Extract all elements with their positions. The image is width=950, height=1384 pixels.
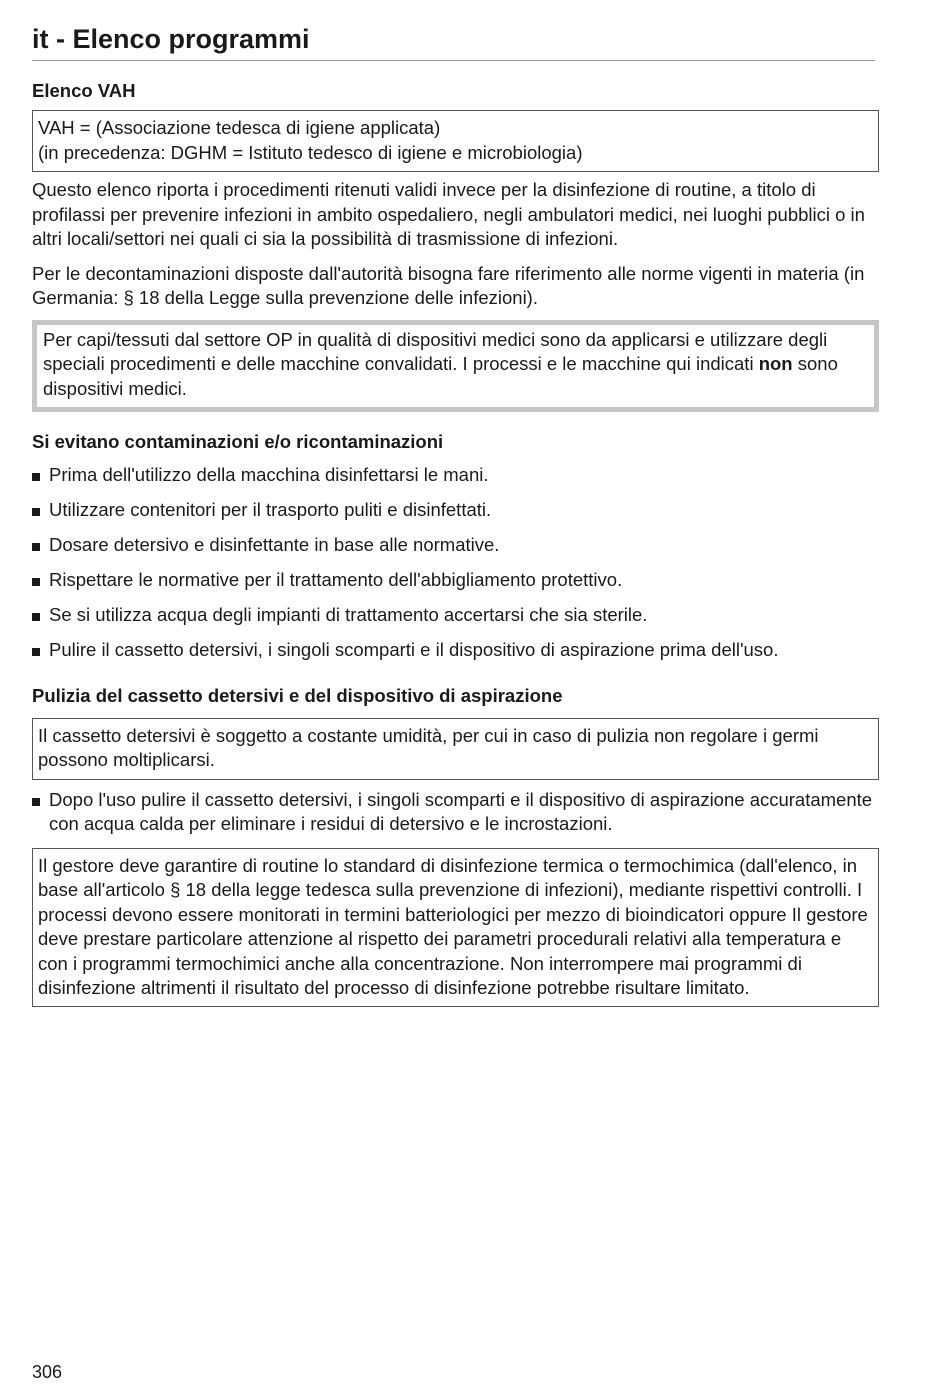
- humidity-warning-box: Il cassetto detersivi è soggetto a costante umidità, per cui in caso di pulizia non regolare i germi possono moltiplicarsi.: [32, 718, 879, 780]
- bullet-square-icon: [32, 508, 40, 516]
- bullet-square-icon: [32, 578, 40, 586]
- bullet-square-icon: [32, 798, 40, 806]
- note-bold-text: non: [758, 353, 793, 374]
- section-heading-contamination: Si evitano contaminazioni e/o ricontaminazioni: [32, 431, 444, 452]
- section-heading-vah: Elenco VAH: [32, 80, 136, 101]
- list-item: Se si utilizza acqua degli impianti di trattamento accertarsi che sia sterile.: [32, 603, 878, 628]
- note-text: sono dispositivi medici.: [43, 353, 838, 399]
- page-number: 306: [32, 1362, 63, 1382]
- list-item: Rispettare le normative per il trattamento dell'abbigliamento protettivo.: [32, 568, 878, 593]
- bullet-square-icon: [32, 473, 40, 481]
- cleaning-list: [32, 788, 878, 837]
- vah-definition-line: VAH = (Associazione tedesca di igiene applicata): [38, 117, 441, 138]
- decontamination-paragraph: Per le decontaminazioni disposte dall'autorità bisogna fare riferimento alle norme vigenti in materia (in Germania: § 18 della Legge sulla prevenzione delle infezioni).: [32, 262, 865, 308]
- list-item: Pulire il cassetto detersivi, i singoli scomparti e il dispositivo di aspirazione prima dell'uso.: [32, 638, 878, 663]
- list-item: Prima dell'utilizzo della macchina disinfettarsi le mani.: [32, 463, 878, 488]
- vah-definition-box: [32, 110, 879, 172]
- vah-paragraph: Questo elenco riporta i procedimenti ritenuti validi invece per la disinfezione di routine, a titolo di profilassi per prevenire infezioni in ambito ospedaliero, negli ambulatori medici, nei luoghi pubblici o in altri locali/settori nei quali ci sia la possibilità di trasmissione di infezioni.: [32, 179, 865, 249]
- vah-definition-line: (in precedenza: DGHM = Istituto tedesco di igiene e microbiologia): [38, 141, 583, 163]
- list-item: Dopo l'uso pulire il cassetto detersivi, i singoli scomparti e il dispositivo di aspirazione accuratamente con acqua calda per eliminare i residui di detersivo e le incrostazioni.: [32, 788, 878, 837]
- bullet-square-icon: [32, 543, 40, 551]
- page-content: [32, 22, 878, 1007]
- operator-responsibility-box: Il gestore deve garantire di routine lo standard di disinfezione termica o termochimica (dall'elenco, in base all'articolo § 18 della legge tedesca sulla prevenzione di infezioni), mediante rispettivi controlli. I processi devono essere monitorati in termini batteriologici per mezzo di bioindicatori oppure Il gestore deve prestare particolare attenzione al rispetto dei parametri procedurali relativi alla temperatura e con i programmi termochimici anche alla concentrazione. Non interrompere mai programmi di disinfezione altrimenti il risultato del processo di disinfezione potrebbe risultare limitato.: [32, 848, 879, 1007]
- bullet-square-icon: [32, 648, 40, 656]
- medical-device-note-box: [32, 320, 879, 413]
- page-title: it - Elenco programmi: [32, 22, 875, 61]
- contamination-list: [32, 463, 878, 663]
- note-text: Per capi/tessuti dal settore OP in qualità di dispositivi medici sono da applicarsi e utilizzare degli speciali procedimenti e delle macchine convalidati. I processi e le macchine qui indicati: [43, 328, 828, 374]
- list-item: Utilizzare contenitori per il trasporto puliti e disinfettati.: [32, 498, 878, 523]
- section-heading-cleaning: Pulizia del cassetto detersivi e del dispositivo di aspirazione: [32, 684, 563, 706]
- bullet-square-icon: [32, 613, 40, 621]
- list-item: Dosare detersivo e disinfettante in base alle normative.: [32, 533, 878, 558]
